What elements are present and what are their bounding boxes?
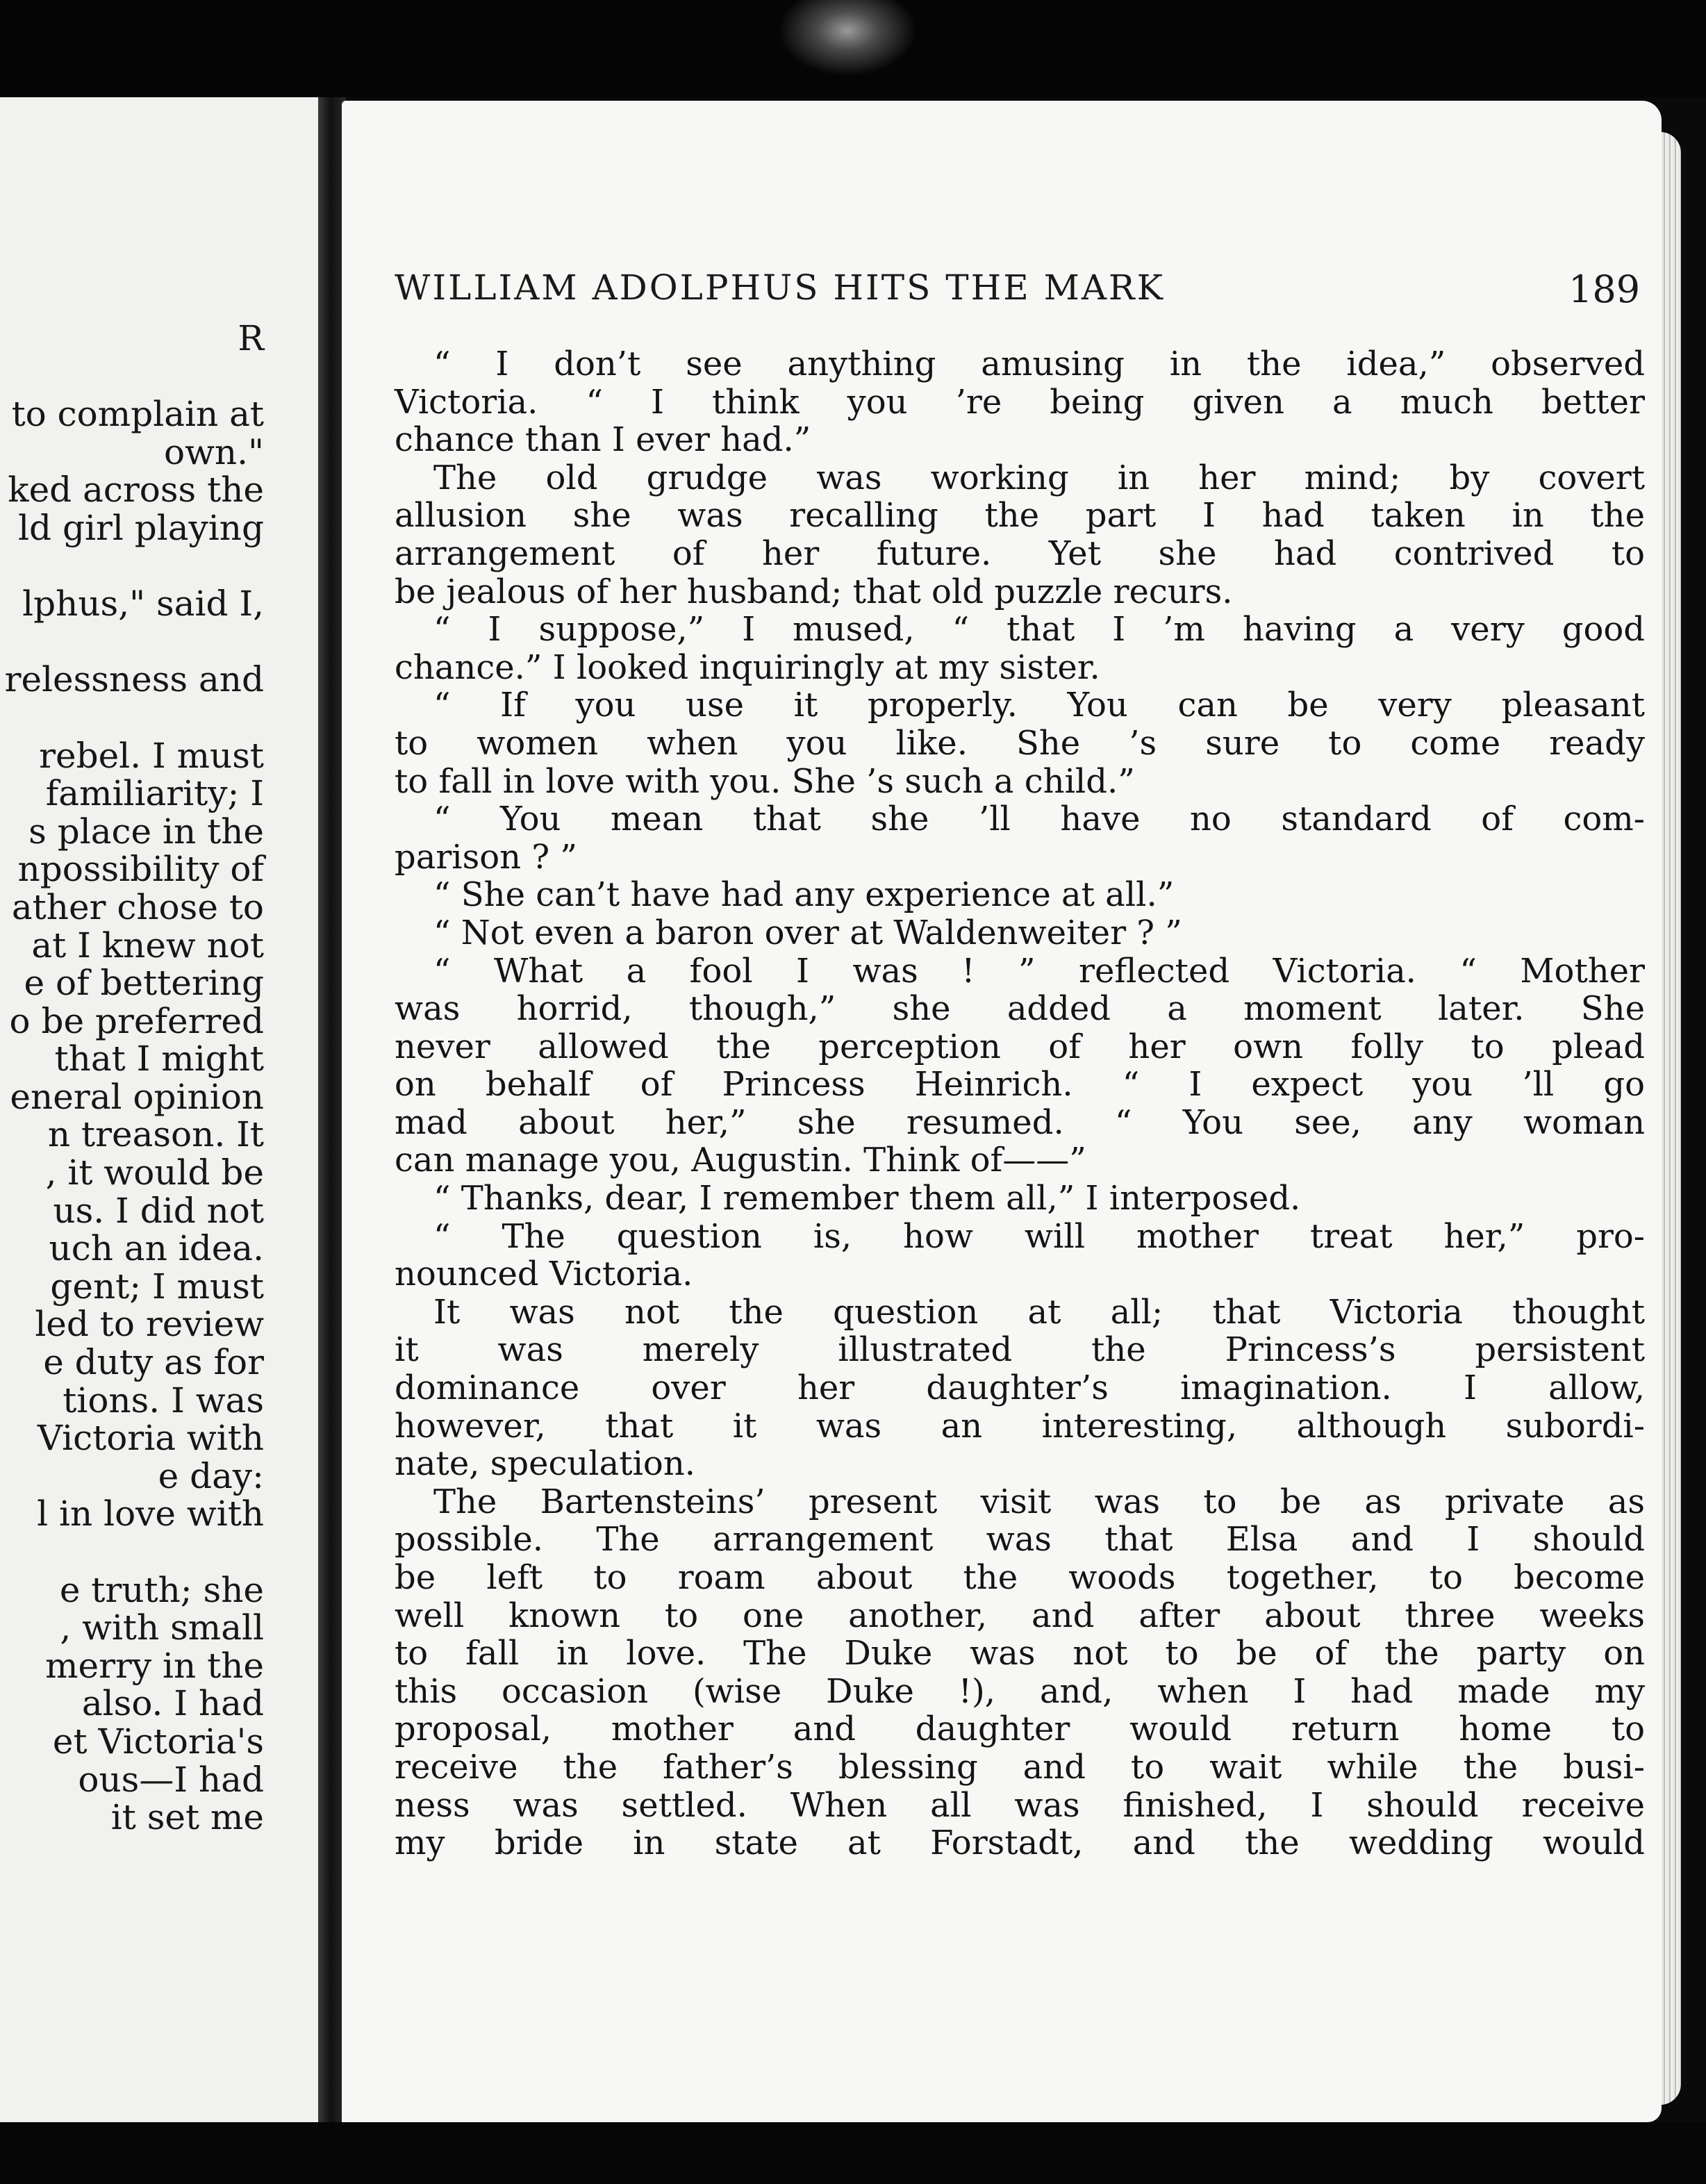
left-page-line: e day: [158,1455,264,1496]
left-page-line: e duty as for [43,1342,264,1383]
left-page-line: n treason. It [47,1114,264,1155]
page-number: 189 [1568,267,1641,311]
left-page-line: et Victoria's [52,1721,264,1762]
left-page-line: l in love with [37,1494,264,1534]
text-line: parison ? ” [395,837,577,877]
text-line: it was merely illustrated the Princess’s persistent [395,1330,1645,1370]
left-page-line: e of bettering [24,963,264,1004]
left-page-line: us. I did not [53,1190,264,1231]
text-line: “ If you use it properly. You can be very pleasant [433,686,1645,725]
left-page-line [5,358,264,396]
text-line: to women when you like. She ’s sure to come ready [395,723,1645,763]
left-page-line: own." [164,431,264,472]
text-line: never allowed the perception of her own folly to plead [395,1027,1645,1066]
text-line: “ The question is, how will mother treat her,” pro- [433,1216,1645,1256]
left-page-line: npossibility of [17,849,264,890]
left-page-line: that I might [54,1039,264,1079]
text-line: ness was settled. When all was finished, I should receive [395,1785,1645,1825]
text-line: be jealous of her husband; that old puzzle recurs. [395,572,1233,611]
text-line: mad about her,” she resumed. “ You see, any woman [395,1102,1645,1142]
text-line: nounced Victoria. [395,1255,693,1294]
text-line: dominance over her daughter’s imagination. I allow, [395,1368,1645,1408]
text-line: “ What a fool I was ! ” reflected Victoria. “ Mother [433,951,1645,991]
text-line: The old grudge was working in her mind; by covert [433,458,1645,497]
text-line: well known to one another, and after about three weeks [395,1596,1645,1635]
text-line: to fall in love with you. She ’s such a child.” [395,761,1135,801]
scan-dust-mark [778,0,917,76]
left-page-line: relessness and [4,659,264,700]
text-line: “ I don’t see anything amusing in the idea,” observed [433,345,1645,383]
text-line: on behalf of Princess Heinrich. “ I expect you ’ll go [395,1065,1645,1105]
text-line: this occasion (wise Duke !), and, when I had made my [395,1671,1645,1711]
left-page-line: R [238,318,264,358]
left-page-line: tions. I was [63,1380,264,1421]
text-line: my bride in state at Forstadt, and the wedding would [395,1823,1645,1863]
left-page-line: rebel. I must [39,735,264,776]
left-page-text [5,320,264,1837]
text-line: It was not the question at all; that Victoria thought [433,1292,1645,1332]
left-page-line [5,547,264,586]
left-page-line: familiarity; I [45,773,264,814]
text-line: “ Thanks, dear, I remember them all,” I interposed. [433,1179,1301,1218]
text-line: however, that it was an interesting, although subordi- [395,1406,1645,1446]
left-page-line: eneral opinion [10,1076,264,1117]
text-line: Victoria. “ I think you ’re being given a much better [395,382,1645,422]
left-page-line: ked across the [8,470,264,511]
text-line: receive the father’s blessing and to wait while the busi- [395,1747,1645,1787]
left-page-line: led to review [35,1304,264,1345]
text-line: to fall in love. The Duke was not to be of the party on [395,1634,1645,1673]
left-page-line: , it would be [45,1152,264,1193]
left-page-line: merry in the [45,1645,264,1686]
left-page-line: ous—I had [78,1759,264,1800]
text-line: possible. The arrangement was that Elsa and I should [395,1520,1645,1560]
text-line: chance than I ever had.” [395,420,811,460]
text-line: “ I suppose,” I mused, “ that I ’m having a very good [433,610,1645,650]
left-page-line: uch an idea. [49,1228,264,1269]
text-line: nate, speculation. [395,1444,695,1484]
running-head: WILLIAM ADOLPHUS HITS THE MARK [395,267,1165,308]
left-page-line: e truth; she [59,1569,264,1610]
left-page-line: to complain at [11,394,264,435]
text-line: “ You mean that she ’ll have no standard of com- [433,800,1645,839]
left-page-line [5,699,264,737]
text-line: “ Not even a baron over at Waldenweiter ? ” [433,913,1182,952]
text-line: arrangement of her future. Yet she had contrived to [395,533,1645,573]
text-line: allusion she was recalling the part I had taken in the [395,496,1645,536]
right-page [342,101,1662,2122]
text-line: was horrid, though,” she added a moment later. She [395,989,1645,1029]
left-page-line: at I knew not [31,925,264,966]
left-page-line: o be preferred [9,1000,264,1041]
left-page-line: , with small [60,1607,264,1648]
left-page-line: Victoria with [37,1418,264,1459]
left-page-line: ld girl playing [18,507,264,548]
left-page-line [5,623,264,661]
left-page-line: gent; I must [50,1266,264,1307]
body-text [395,345,1645,1862]
scan-background-bottom [0,2122,1706,2184]
text-line: chance.” I looked inquiringly at my sister. [395,647,1100,687]
text-line: proposal, mother and daughter would return home to [395,1710,1645,1749]
left-page-line: ather chose to [11,886,264,927]
left-page-line: s place in the [28,811,264,852]
left-page-line: lphus," said I, [22,584,264,624]
left-page-line: also. I had [81,1683,264,1724]
left-page-line [5,1533,264,1571]
left-page-line: it set me [110,1797,264,1838]
text-line: The Bartensteins’ present visit was to be as private as [433,1482,1645,1521]
text-line: be left to roam about the woods together, to become [395,1558,1645,1597]
text-line: can manage you, Augustin. Think of——” [395,1141,1086,1180]
text-line: “ She can’t have had any experience at all.” [433,875,1175,915]
left-page [0,97,326,2126]
